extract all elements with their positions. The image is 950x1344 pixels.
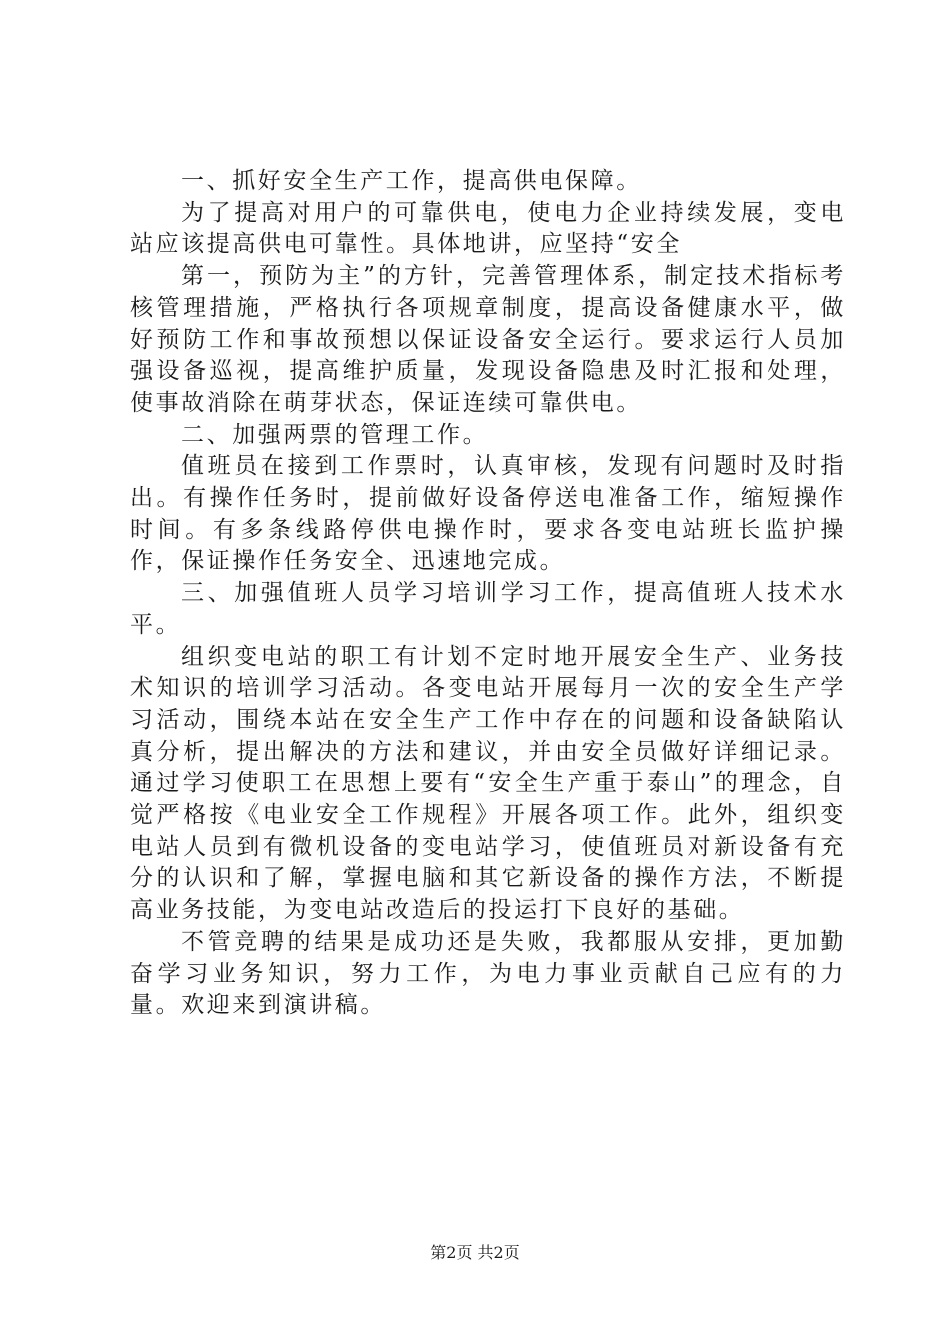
document-body [130, 166, 846, 1022]
section-heading-3: 三、加强值班人员学习培训学习工作，提高值班人技术水平。 [130, 580, 846, 638]
body-paragraph: 第一，预防为主”的方针，完善管理体系，制定技术指标考核管理措施，严格执行各项规章制度，提高设备健康水平，做好预防工作和事故预想以保证设备安全运行。要求运行人员加强设备巡视，提高维护质量，发现设备隐患及时汇报和处理，使事故消除在萌芽状态，保证连续可靠供电。 [130, 263, 846, 416]
body-paragraph: 组织变电站的职工有计划不定时地开展安全生产、业务技术知识的培训学习活动。各变电站开展每月一次的安全生产学习活动，围绕本站在安全生产工作中存在的问题和设备缺陷认真分析，提出解决的方法和建议，并由安全员做好详细记录。通过学习使职工在思想上要有“安全生产重于泰山”的理念，自觉严格按《电业安全工作规程》开展各项工作。此外，组织变电站人员到有微机设备的变电站学习，使值班员对新设备有充分的认识和了解，掌握电脑和其它新设备的操作方法，不断提高业务技能，为变电站改造后的投运打下良好的基础。 [130, 643, 846, 924]
section-heading-1: 一、抓好安全生产工作，提高供电保障。 [181, 168, 642, 194]
body-paragraph: 为了提高对用户的可靠供电，使电力企业持续发展，变电站应该提高供电可靠性。具体地讲，应坚持“安全 [130, 199, 846, 258]
closing-paragraph: 不管竞聘的结果是成功还是失败，我都服从安排，更加勤奋学习业务知识，努力工作，为电力事业贡献自己应有的力量。欢迎来到演讲稿。 [130, 928, 846, 1019]
section-heading-2: 二、加强两票的管理工作。 [181, 421, 489, 448]
page-footer: 第2页 共2页 [430, 1243, 520, 1262]
body-paragraph: 值班员在接到工作票时，认真审核，发现有问题时及时指出。有操作任务时，提前做好设备停送电准备工作，缩短操作时间。有多条线路停供电操作时，要求各变电站班长监护操作，保证操作任务安全、迅速地完成。 [130, 453, 846, 575]
